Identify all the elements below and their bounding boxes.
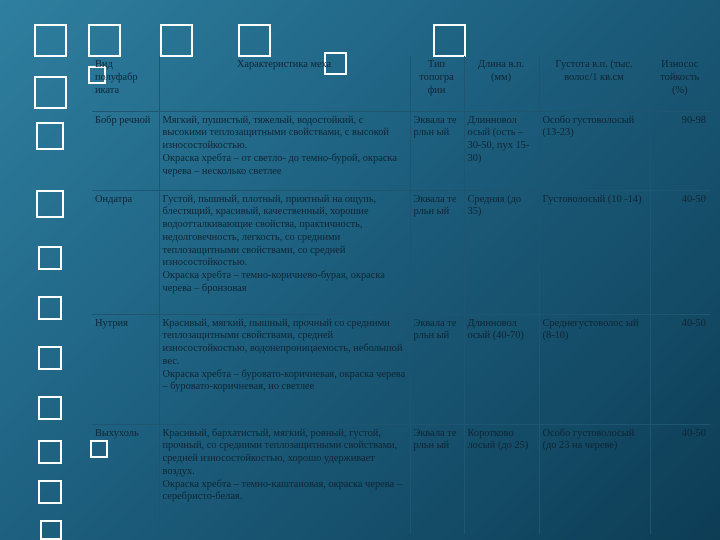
header-kind: Вид полуфабр иката [95,59,138,96]
cell-topography: Эквала терльн ый [410,314,464,424]
table-row [92,314,710,424]
deco-square [36,190,64,218]
header-wear-resistance: Износос тойкость (%) [650,56,710,111]
cell-density: Особо густоволосый (13-23) [539,111,650,190]
cell-density: Среднегустоволос ый (8-10) [539,314,650,424]
cell-kind: Бобр речной [92,111,159,190]
header-description: Характеристика меха [159,56,410,111]
table-row [92,424,710,534]
deco-square [160,24,193,57]
cell-topography: Эквала терльн ый [410,424,464,534]
deco-square [38,480,62,504]
cell-description: Мягкий, пушистый, тяжелый, водостойкий, с высокими теплозащитными свойствами, с высокой износостойкостью. Окраска хребта – от светло- до темно-бурой, окраска черева – несколько светлее [159,111,410,190]
deco-square [88,24,121,57]
cell-kind: Нутрия [92,314,159,424]
header-density: Густота в.п. (тыс. волос/1 кв.см [539,56,650,111]
deco-square [38,296,62,320]
table-header-row [92,56,710,111]
cell-length: Длинновол осый (ость – 30-50, пух 15-30) [464,111,539,190]
deco-square [34,76,67,109]
cell-length: Длинновол осый (40-70) [464,314,539,424]
fur-characteristics-table [92,56,710,534]
deco-square [38,396,62,420]
cell-topography: Эквала терльн ый [410,190,464,314]
deco-square [36,122,64,150]
cell-wear-resistance: 40-50 [650,424,710,534]
deco-square [238,24,271,57]
cell-wear-resistance: 40-50 [650,190,710,314]
cell-wear-resistance: 40-50 [650,314,710,424]
header-topography: Тип топогра фии [410,56,464,111]
deco-square [38,346,62,370]
table-row [92,111,710,190]
deco-square [38,246,62,270]
cell-length: Коротково лосый (до 25) [464,424,539,534]
cell-kind: Выхухоль [92,424,159,534]
cell-topography: Эквала терльн ый [410,111,464,190]
cell-wear-resistance: 90-98 [650,111,710,190]
cell-kind: Ондатра [92,190,159,314]
cell-description: Красивый, бархатистый, мягкий, ровный, густой, прочный, со средними теплозащитными свойствами, средней износостойкостью, хорошо удерживает воздух. Окраска хребта – темно-каштановая, окраска черева – серебристо-белая. [159,424,410,534]
deco-square [433,24,466,57]
header-length: Длина в.п. (мм) [464,56,539,111]
table-row [92,190,710,314]
cell-length: Средняя (до 35) [464,190,539,314]
cell-description: Густой, пышный, плотный, приятный на ощупь, блестящий, красивый, качественный, хорошие водоотталкивающие свойства, практичность, недолговечность, легкость, со средними теплозащитными свойствами, со средней износостойкостью. Окраска хребта – темно-коричнево-бурая, окраска черева – бронзовая [159,190,410,314]
cell-density: Особо густоволосый (до 23 на череве) [539,424,650,534]
deco-square [38,440,62,464]
deco-square [34,24,67,57]
cell-description: Красивый, мягкий, пышный, прочный со средними теплозащитными свойствами, средней износостойкостью, водонепроницаемость, небольшой вес. Окраска хребта – буровато-коричневая, окраска черева – буровато-коричневая, но светлее [159,314,410,424]
cell-density: Густоволосый (10 -14) [539,190,650,314]
deco-square [40,520,62,540]
